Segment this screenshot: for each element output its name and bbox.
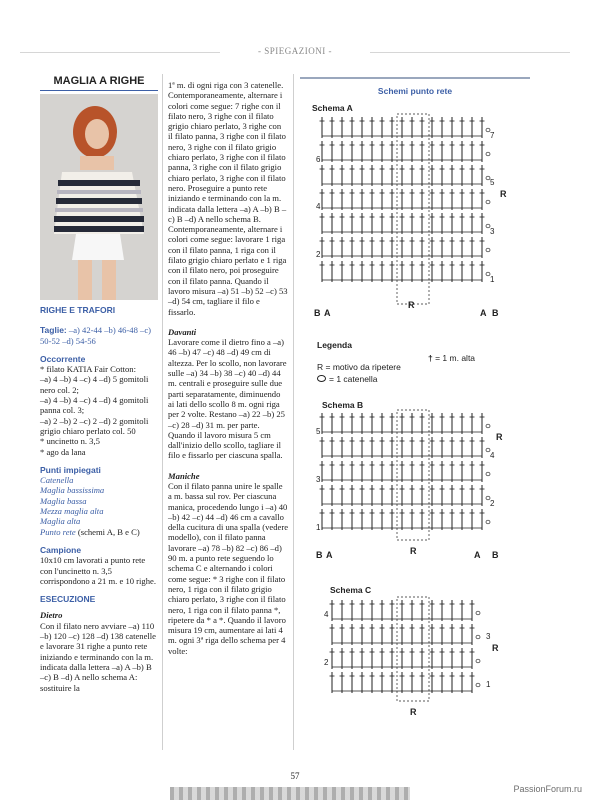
repeat-label: R xyxy=(410,546,417,556)
punto-item: Maglia alta xyxy=(40,516,81,527)
schema-a-label: Schema A xyxy=(312,103,353,113)
dietro-continued: 1ª m. di ogni riga con 3 catenelle. Contemporaneamente, alternare i colori come segue: 7 righe con il filato nero, 3 righe con il filato grigio chiaro perlato, 3 righe con il filato panna, 3 righe con il filato nero, 3 righe con il filato grigio chiaro perlato, 3 righe con il filato panna, 3 righe con il filato grigio chiaro perlato, 3 righe con il filato nero. Proseguire a punto rete iniziando e terminando con la m. indicata dalla lettera –a) A –b) B –c) B –d) A nello schema B. Contemporaneamente, alternare i colori come segue: lavorare 1 riga con il filato panna, 1 riga con il filato grigio chiaro perlato e 1 riga con il filato nero, poi proseguire con il filato panna. Quando il lavoro misura –a) 51 –b) 52 –c) 53 –d) 54 cm, tagliare il filo e fissarlo. xyxy=(168,80,288,317)
column-divider xyxy=(162,74,163,750)
row-number: 3 xyxy=(490,227,495,236)
page-number: 57 xyxy=(290,771,300,781)
left-column xyxy=(40,305,158,693)
row-number: 1 xyxy=(490,275,495,284)
punto-rete: Punto rete xyxy=(40,526,76,537)
row-number: 7 xyxy=(490,131,495,140)
schema-c-chart xyxy=(300,595,530,745)
row-number: 3 xyxy=(486,632,491,641)
panel-title: Schemi punto rete xyxy=(377,86,453,96)
campione-text: 10x10 cm lavorati a punto rete con l'uncinetto n. 3,5 corrispondono a 21 m. e 10 righe. xyxy=(40,555,156,586)
heading-esecuzione: ESECUZIONE xyxy=(40,594,96,605)
row-number: 2 xyxy=(316,250,321,259)
article-title: MAGLIA A RIGHE xyxy=(40,74,158,91)
schema-a-chart xyxy=(300,112,530,322)
chain-stitch xyxy=(486,248,490,252)
chain-stitch xyxy=(486,424,490,428)
row-number: 5 xyxy=(490,178,495,187)
letter-a: A xyxy=(326,550,333,560)
repeat-label: R xyxy=(408,300,415,310)
header-rule-left xyxy=(20,52,220,53)
row-number: 1 xyxy=(316,523,321,532)
chain-stitch xyxy=(486,520,490,524)
schema-c-label: Schema C xyxy=(330,585,372,595)
legend-repeat: R = motivo da ripetere xyxy=(317,362,401,372)
middle-column xyxy=(168,80,288,656)
repeat-label: R xyxy=(500,189,507,199)
section-header: - SPIEGAZIONI - xyxy=(258,46,332,56)
letter-b: B xyxy=(492,550,499,560)
chain-stitch xyxy=(476,683,480,687)
panel-rule xyxy=(300,77,530,79)
dietro-text: Con il filato nero avviare –a) 110 –b) 120 –c) 128 –d) 138 catenelle e lavorare 31 righe a punto rete iniziando e terminando con la m. indicata dalla lettera –a) A –b) B –c) B –d) A nello schema A: sostituire la xyxy=(40,620,156,693)
heading-punti: Punti impiegati xyxy=(40,464,101,475)
punto-item: Mezza maglia alta xyxy=(40,506,104,517)
chain-stitch xyxy=(476,659,480,663)
chain-stitch xyxy=(486,200,490,204)
letter-a: A xyxy=(324,308,331,318)
letter-b: B xyxy=(316,550,323,560)
occorrente-line: * ago da lana xyxy=(40,446,86,457)
davanti-text: Lavorare come il dietro fino a –a) 46 –b) 47 –c) 48 –d) 49 cm di altezza. Per lo scollo, non lavorare sulle –a) 34 –b) 38 –c) 40 –d) 44 m. centrali e proseguire sulle due parti separatamente, diminuendo ai lati dello scollo 8 m. ogni riga per 2 volte. Restano –a) 22 –b) 25 –c) 28 –d) 31 m. per parte. Quando il lavoro misura 5 cm dall'inizio dello scollo, tagliare il filo e fissarlo per ciascuna spalla. xyxy=(168,337,287,461)
lace-strip xyxy=(170,787,410,800)
letter-a: A xyxy=(480,308,487,318)
row-number: 4 xyxy=(316,202,321,211)
letter-b: B xyxy=(314,308,321,318)
occorrente-line: * uncinetto n. 3,5 xyxy=(40,436,100,447)
row-number: 2 xyxy=(490,499,495,508)
schema-b-chart xyxy=(300,408,530,568)
row-number: 4 xyxy=(490,451,495,460)
heading-davanti: Davanti xyxy=(168,326,197,337)
row-number: 4 xyxy=(324,610,329,619)
row-number: 6 xyxy=(316,155,321,164)
watermark: PassionForum.ru xyxy=(513,784,582,794)
letter-b: B xyxy=(492,308,499,318)
maniche-text: Con il filato panna unire le spalle a m. bassa sul rov. Per ciascuna manica, procedendo lungo i –a) 40 –b) 42 –c) 44 –d) 46 cm a cavallo della cucitura di una spalla (vedere modello), con il filato panna lavorare –a) 78 –b) 82 –c) 86 –d) 90 m. a punto rete seguendo lo schema C e alternando i colori come segue: * 3 righe con il filato nero, 1 riga con il filato grigio chiaro perlato, 3 righe con il filato nero, 1 riga con il filato panna *, ripetere da * a *. Quando il lavoro misura 19 cm, aumentare ai lati 4 m. ogni 3ª riga dello schema per 4 volte: xyxy=(168,480,289,656)
occorrente-line: –a) 4 –b) 4 –c) 4 –d) 5 gomitoli nero col. 2; xyxy=(40,374,149,395)
double-crochet-icon: † xyxy=(428,353,433,363)
schema-b-label: Schema B xyxy=(322,400,364,410)
punto-item: Maglia bassa xyxy=(40,495,87,506)
row-number: 5 xyxy=(316,427,321,436)
taglie-label: Taglie: xyxy=(40,325,67,336)
repeat-label: R xyxy=(496,432,503,442)
chain-icon xyxy=(317,375,326,382)
punto-item: Maglia bassissima xyxy=(40,485,105,496)
repeat-label: R xyxy=(410,707,417,717)
legend xyxy=(317,340,401,384)
occorrente-line: –a) 4 –b) 4 –c) 4 –d) 4 gomitoli panna col. 3; xyxy=(40,395,149,416)
punto-item: Catenella xyxy=(40,475,74,486)
row-number: 2 xyxy=(324,658,329,667)
repeat-label: R xyxy=(492,643,499,653)
model-photo xyxy=(40,94,158,300)
header-rule-right xyxy=(370,52,570,53)
heading-occorrente: Occorrente xyxy=(40,353,86,364)
letter-a: A xyxy=(474,550,481,560)
occorrente-line: –a) 2 –b) 2 –c) 2 –d) 2 gomitoli grigio chiaro perlato col. 50 xyxy=(40,415,149,436)
row-number: 3 xyxy=(316,475,321,484)
legend-malta-text: = 1 m. alta xyxy=(435,353,476,363)
column-divider xyxy=(293,74,294,750)
chain-stitch xyxy=(476,635,480,639)
row-number: 1 xyxy=(486,680,491,689)
legend-chain: = 1 catenella xyxy=(329,374,378,384)
occorrente-line: * filato KATIA Fair Cotton: xyxy=(40,364,136,375)
heading-dietro: Dietro xyxy=(40,610,63,621)
heading-righe-trafori: RIGHE E TRAFORI xyxy=(40,305,116,315)
legend-double-crochet xyxy=(428,353,475,363)
chain-stitch xyxy=(486,472,490,476)
heading-maniche: Maniche xyxy=(168,470,200,481)
chain-stitch xyxy=(486,152,490,156)
legend-title: Legenda xyxy=(317,340,352,350)
chain-stitch xyxy=(476,611,480,615)
taglie-values: –a) 42-44 –b) 46-48 –c) 50-52 –d) 54-56 xyxy=(40,325,152,346)
heading-campione: Campione xyxy=(40,544,82,555)
punto-rete-note: (schemi A, B e C) xyxy=(75,526,140,537)
